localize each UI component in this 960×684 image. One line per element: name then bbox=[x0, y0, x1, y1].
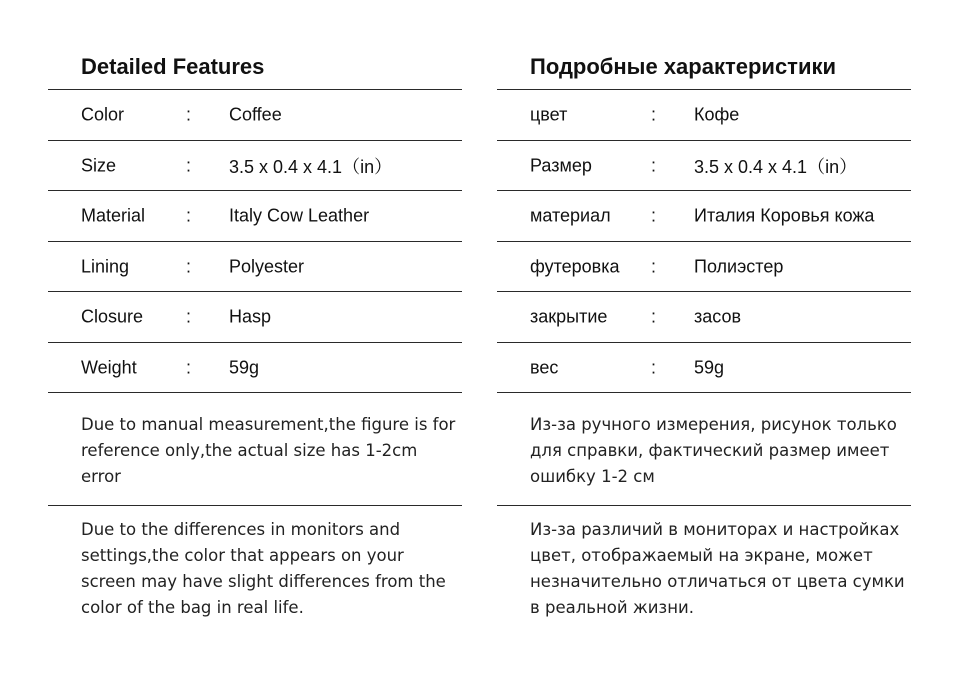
feature-label: Размер bbox=[530, 155, 592, 176]
feature-row-color bbox=[48, 90, 462, 140]
feature-row-lining bbox=[48, 242, 462, 292]
feature-value: Italy Cow Leather bbox=[229, 205, 370, 226]
feature-label: Lining bbox=[81, 256, 130, 277]
divider bbox=[48, 392, 462, 393]
feature-row-closure bbox=[497, 292, 911, 342]
feature-value: Полиэстер bbox=[694, 256, 784, 277]
feature-row-closure bbox=[48, 292, 462, 342]
feature-value: Италия Коровья кожа bbox=[694, 205, 875, 226]
feature-value: Hasp bbox=[229, 306, 272, 327]
divider bbox=[48, 505, 462, 506]
panel-title: Подробные характеристики bbox=[530, 54, 837, 79]
feature-label: цвет bbox=[530, 104, 568, 125]
feature-value: засов bbox=[694, 306, 742, 327]
measurement-note: Due to manual measurement,the figure is for reference only,the actual size has 1-2cm error bbox=[81, 415, 456, 486]
feature-row-size bbox=[497, 141, 911, 191]
separator-colon: : bbox=[186, 306, 192, 327]
feature-label: материал bbox=[530, 205, 611, 226]
feature-row-material bbox=[497, 191, 911, 241]
feature-value: 59g bbox=[229, 357, 260, 378]
feature-label: Material bbox=[81, 205, 146, 226]
separator-colon: : bbox=[651, 306, 657, 327]
separator-colon: : bbox=[651, 357, 657, 378]
feature-value: Coffee bbox=[229, 104, 282, 125]
feature-value: 3.5 x 0.4 x 4.1（in） bbox=[694, 157, 858, 177]
separator-colon: : bbox=[651, 104, 657, 125]
feature-label: Color bbox=[81, 104, 125, 125]
feature-label: закрытие bbox=[530, 306, 608, 327]
measurement-note: Из-за ручного измерения, рисунок только для справки, фактический размер имеет ошибку 1-2 см bbox=[530, 415, 897, 486]
feature-label: Size bbox=[81, 155, 117, 176]
feature-label: Weight bbox=[81, 357, 137, 378]
feature-row-color bbox=[497, 90, 911, 140]
divider bbox=[497, 505, 911, 506]
feature-value: Polyester bbox=[229, 256, 305, 277]
feature-label: футеровка bbox=[530, 256, 620, 277]
separator-colon: : bbox=[186, 155, 192, 176]
separator-colon: : bbox=[186, 104, 192, 125]
separator-colon: : bbox=[651, 205, 657, 226]
feature-value: 3.5 x 0.4 x 4.1（in） bbox=[229, 157, 393, 177]
color-note: Из-за различий в мониторах и настройках цвет, отображаемый на экране, может незначительно отличаться от цвета сумки в реальной жизни. bbox=[530, 520, 905, 617]
divider bbox=[497, 392, 911, 393]
separator-colon: : bbox=[186, 357, 192, 378]
panel-title: Detailed Features bbox=[81, 54, 265, 79]
feature-row-weight bbox=[48, 343, 462, 393]
feature-row-size bbox=[48, 141, 462, 191]
feature-row-weight bbox=[497, 343, 911, 393]
feature-label: вес bbox=[530, 357, 559, 378]
feature-value: 59g bbox=[694, 357, 725, 378]
separator-colon: : bbox=[186, 205, 192, 226]
feature-label: Closure bbox=[81, 306, 144, 327]
separator-colon: : bbox=[651, 256, 657, 277]
color-note: Due to the differences in monitors and settings,the color that appears on your screen may have slight differences from the color of the bag in real life. bbox=[81, 520, 446, 617]
feature-row-lining bbox=[497, 242, 911, 292]
feature-value: Кофе bbox=[694, 104, 740, 125]
separator-colon: : bbox=[651, 155, 657, 176]
separator-colon: : bbox=[186, 256, 192, 277]
feature-row-material bbox=[48, 191, 462, 241]
